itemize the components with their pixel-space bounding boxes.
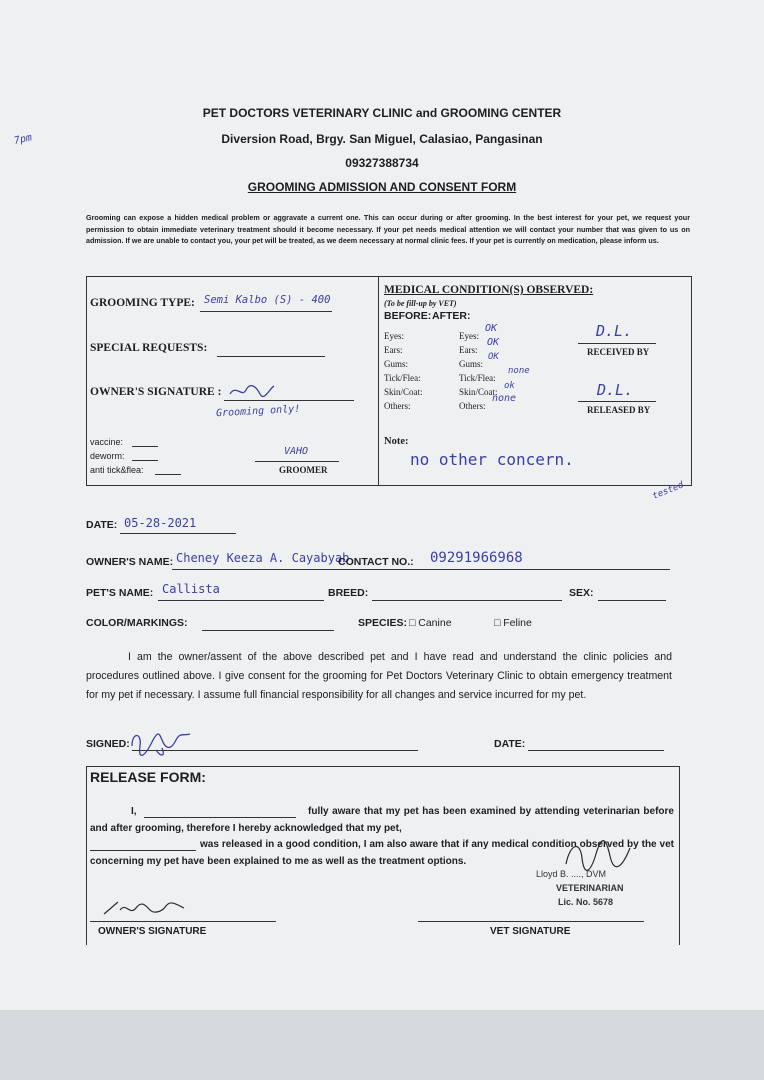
after-gums: Gums: [459,359,484,369]
release-paragraph-1: fully aware that my pet has been examined by attending veterinarian before and after grooming, therefore I hereby acknowledged that my pet, [90,806,674,834]
date-value[interactable]: 05-28-2021 [124,516,197,530]
signed-date-label: DATE: [494,738,526,750]
special-requests-line[interactable] [217,356,325,357]
stamp-license: Lic. No. 5678 [558,897,614,907]
pet-name-line [158,600,324,601]
consent-paragraph: I am the owner/assent of the above described pet and I have read and understand the clinic policies and procedures outlined above. I give consent for the grooming for Pet Doctors Veterinary Clinic to obtain emergency treatment for my pet if necessary. I assume full financial responsibility for all changes and service incurred for my pet. [86,651,672,701]
medical-subtitle: (To be fill-up by VET) [384,299,457,308]
owner-name-label: OWNER'S NAME: [86,556,174,568]
before-others: Others: [384,401,411,411]
note-value: no other concern. [410,450,574,469]
species-label: SPECIES: [358,617,408,629]
vaccine-label: vaccine: [90,437,124,447]
before-ears: Ears: [384,345,403,355]
signed-date-line[interactable] [528,750,664,751]
groomer-label: GROOMER [279,465,328,475]
contact-label: CONTACT NO.: [338,556,414,568]
box-divider [378,276,379,486]
owner-signature-scribble [226,382,276,402]
canine-option[interactable]: □ Canine [409,617,452,629]
special-requests-label: SPECIAL REQUESTS: [90,342,208,354]
color-label: COLOR/MARKINGS: [86,617,188,629]
after-heading: AFTER: [432,310,471,322]
after-others-value: none [492,393,517,404]
form-title: GROOMING ADMISSION AND CONSENT FORM [247,180,517,194]
pet-name-label: PET'S NAME: [86,587,154,599]
clinic-address: Diversion Road, Brgy. San Miguel, Calasiao, Pangasinan [221,132,543,146]
groomer-line [255,461,339,462]
owner-signature-label: OWNER'S SIGNATURE : [90,386,222,398]
anti-tick-line[interactable] [155,474,181,475]
breed-line[interactable] [372,600,562,601]
owner-release-line [90,921,276,922]
owner-signature-scribble-2 [126,728,196,760]
note-label: Note: [384,436,409,447]
deworm-label: deworm: [90,451,125,461]
pet-name-value[interactable]: Callista [162,582,220,596]
color-line[interactable] [202,630,334,631]
before-eyes: Eyes: [384,331,404,341]
deworm-line[interactable] [132,460,158,461]
released-initials: D.L. [597,381,634,399]
after-ears-value: OK [487,337,500,348]
owner-release-signature [100,896,190,922]
owner-name-line [172,569,432,570]
vaccine-line[interactable] [132,446,158,447]
feline-option[interactable]: □ Feline [494,617,532,629]
margin-note: 7pm [13,132,34,147]
after-eyes: Eyes: [459,331,479,341]
after-ears: Ears: [459,345,478,355]
owner-name-value[interactable]: Cheney Keeza A. Cayabyab [176,551,350,565]
anti-tick-label: anti tick&flea: [90,465,144,475]
before-heading: BEFORE: [384,310,432,322]
date-line [120,533,236,534]
vet-signature-label: VET SIGNATURE [490,926,571,937]
stamp-name: Lloyd B. ...., DVM [536,869,607,879]
scanner-background [0,1010,764,1080]
medical-title: MEDICAL CONDITION(S) OBSERVED: [384,284,594,296]
clinic-name: PET DOCTORS VETERINARY CLINIC and GROOMING CENTER [202,106,562,120]
release-i: I, [131,806,137,817]
after-others: Others: [459,401,486,411]
breed-label: BREED: [328,587,369,599]
intro-paragraph: Grooming can expose a hidden medical problem or aggravate a current one. This can occur during or after grooming. In the best interest for your pet, we request your permission to obtain immediate veterinary treatment should it become necessary. If your pet needs medical attention we will contact your number that was given to us on admission. If we are unable to contact you, your pet will be treated, as we deem necessary at normal clinic fees. If your pet is currently on medication, please inform us. [86,213,690,245]
after-skin-value: ok [504,381,515,391]
grooming-type-line [200,311,332,312]
released-line [578,401,656,402]
contact-line [424,569,670,570]
clinic-phone: 09327388734 [345,156,419,170]
grooming-type-value[interactable]: Semi Kalbo (S) - 400 [204,294,331,306]
before-skin: Skin/Coat: [384,387,423,397]
after-tick: Tick/Flea: [459,373,496,383]
date-label: DATE: [86,519,118,531]
received-by-label: RECEIVED BY [587,347,650,357]
before-tick: Tick/Flea: [384,373,421,383]
release-title: RELEASE FORM: [90,769,206,785]
corner-note: tested [651,480,686,502]
before-gums: Gums: [384,359,409,369]
after-gums-value: OK [488,352,499,362]
vet-signature-line [418,921,644,922]
received-initials: D.L. [596,322,633,340]
after-skin: Skin/Coat: [459,387,498,397]
sex-line[interactable] [598,600,666,601]
owner-signature-label-2: OWNER'S SIGNATURE [98,926,207,937]
released-by-label: RELEASED BY [587,405,651,415]
after-tick-value: none [508,366,530,376]
groomer-value: VAHO [284,446,309,457]
stamp-title: VETERINARIAN [556,883,624,893]
grooming-type-label: GROOMING TYPE: [90,297,195,309]
grooming-only-note: Grooming only! [215,403,301,420]
signed-label: SIGNED: [86,738,130,750]
release-paragraph-2: was released in a good condition, I am also aware that if any medical condition observed by the vet concerning my pet have been explained to me as well as the treatment options. [90,839,674,867]
received-line [578,343,656,344]
after-eyes-value: OK [485,323,498,334]
contact-value[interactable]: 09291966968 [430,550,523,566]
sex-label: SEX: [569,587,594,599]
